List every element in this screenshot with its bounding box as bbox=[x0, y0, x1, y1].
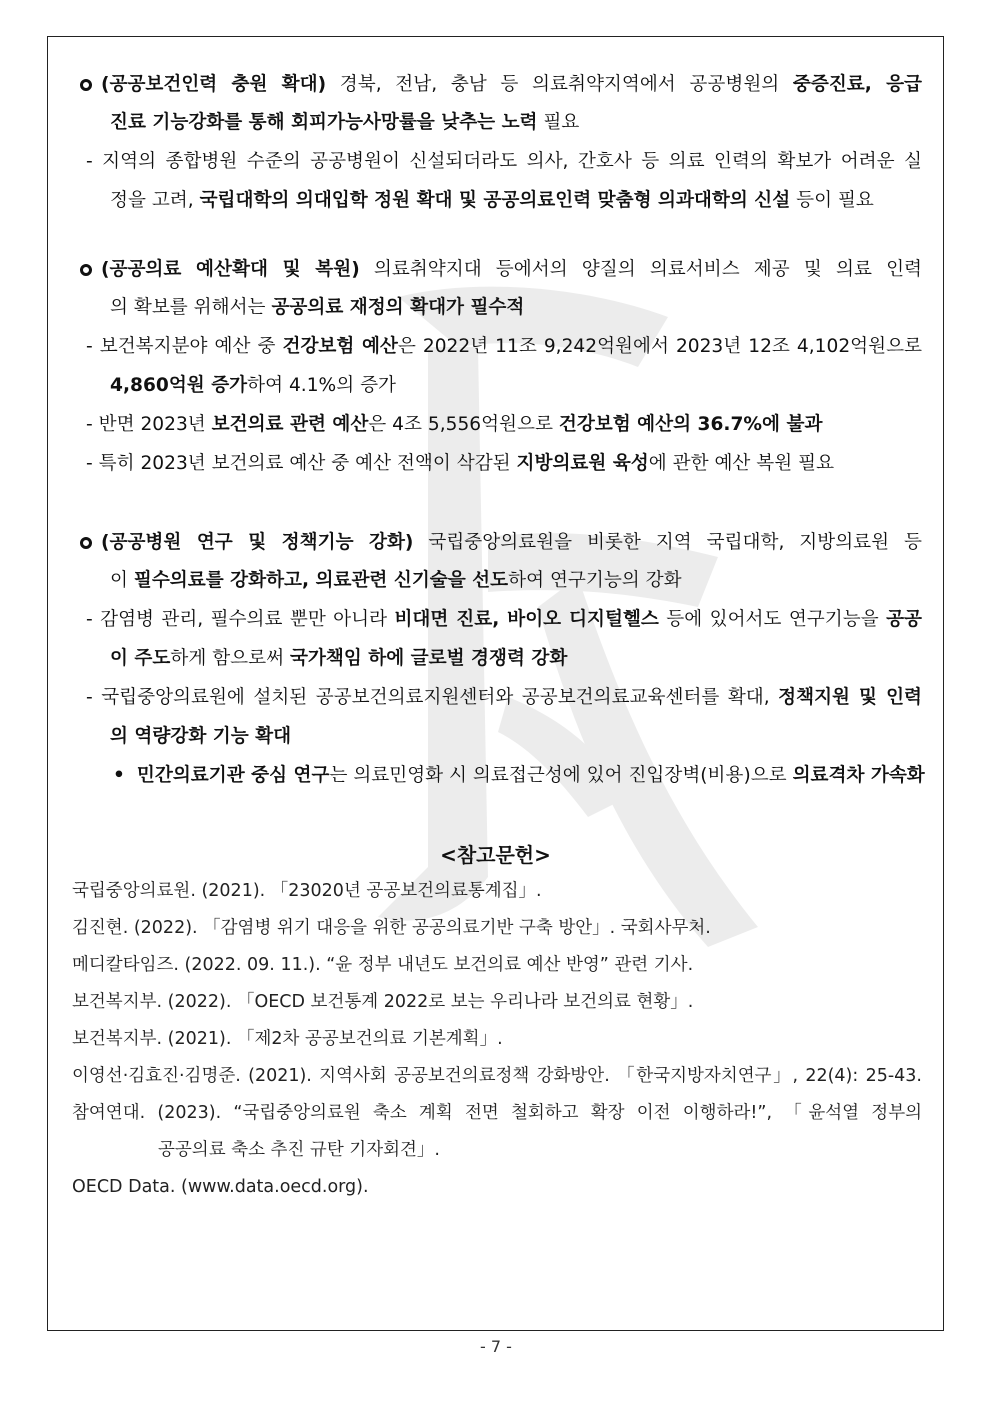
reference-item: 메디칼타임즈. (2022. 09. 11.). “윤 정부 내년도 보건의료 예산 반영” 관련 기사. bbox=[72, 955, 694, 975]
section3-sub2: - 국립중앙의료원에 설치된 공공보건의료지원센터와 공공보건의료교육센터를 확대, 정책지원 및 인력 bbox=[86, 687, 922, 708]
section3-sub1-cont: 이 주도하게 함으로써 국가책임 하에 글로벌 경쟁력 강화 bbox=[110, 648, 568, 669]
section3-title: (공공병원 연구 및 정책기능 강화) bbox=[101, 532, 414, 553]
reference-item: 이영선·김효진·김명준. (2021). 지역사회 공공보건의료정책 강화방안. 「한국지방자치연구」, 22(4): 25-43. bbox=[72, 1066, 922, 1086]
bullet-dot-icon: • bbox=[113, 765, 125, 786]
section3-sub2-cont: 의 역량강화 기능 확대 bbox=[110, 726, 292, 747]
page-frame bbox=[47, 36, 944, 1331]
section2-sub1-cont: 4,860억원 증가하여 4.1%의 증가 bbox=[110, 375, 397, 396]
section1-heading-cont: 진료 기능강화를 통해 회피가능사망률을 낮추는 노력 필요 bbox=[110, 112, 580, 133]
reference-item: 보건복지부. (2021). 「제2차 공공보건의료 기본계획」. bbox=[72, 1029, 503, 1049]
reference-item: 국립중앙의료원. (2021). 「23020년 공공보건의료통계집」. bbox=[72, 881, 542, 901]
reference-item: 참여연대. (2023). “국립중앙의료원 축소 계획 전면 철회하고 확장 이전 이행하라!”, 「윤석열 정부의 bbox=[72, 1103, 922, 1123]
section1-heading: (공공보건인력 충원 확대) 경북, 전남, 충남 등 의료취약지역에서 공공병원의 중증진료, 응급 bbox=[80, 72, 922, 98]
section2-title: (공공의료 예산확대 및 복원) bbox=[101, 259, 360, 280]
reference-item: OECD Data. (www.data.oecd.org). bbox=[72, 1177, 369, 1197]
section2-heading: (공공의료 예산확대 및 복원) 의료취약지대 등에서의 양질의 의료서비스 제공 및 의료 인력 bbox=[80, 257, 922, 283]
section2-heading-cont: 의 확보를 위해서는 공공의료 재정의 확대가 필수적 bbox=[110, 297, 525, 318]
references-heading: <참고문헌> bbox=[440, 843, 551, 867]
reference-item-cont: 공공의료 축소 추진 규탄 기자회견」. bbox=[158, 1140, 440, 1160]
page-number: - 7 - bbox=[480, 1337, 512, 1356]
section3-bullet: • 민간의료기관 중심 연구는 의료민영화 시 의료접근성에 있어 진입장벽(비용)으로 의료격차 가속화 bbox=[113, 765, 925, 786]
section3-sub1: - 감염병 관리, 필수의료 뿐만 아니라 비대면 진료, 바이오 디지털헬스 등에 있어서도 연구기능을 공공 bbox=[86, 609, 922, 630]
section1-title: (공공보건인력 충원 확대) bbox=[101, 74, 327, 95]
section1-sub1-cont: 정을 고려, 국립대학의 의대입학 정원 확대 및 공공의료인력 맞춤형 의과대학의 신설 등이 필요 bbox=[110, 190, 874, 211]
circle-bullet-icon bbox=[80, 79, 92, 91]
section2-sub3: - 특히 2023년 보건의료 예산 중 예산 전액이 삭감된 지방의료원 육성에 관한 예산 복원 필요 bbox=[86, 453, 835, 474]
circle-bullet-icon bbox=[80, 537, 92, 549]
section2-sub2: - 반면 2023년 보건의료 관련 예산은 4조 5,556억원으로 건강보험 예산의 36.7%에 불과 bbox=[86, 414, 823, 435]
reference-item: 보건복지부. (2022). 「OECD 보건통계 2022로 보는 우리나라 보건의료 현황」. bbox=[72, 992, 694, 1012]
section3-heading-cont: 이 필수의료를 강화하고, 의료관련 신기술을 선도하여 연구기능의 강화 bbox=[110, 570, 682, 591]
reference-item: 김진현. (2022). 「감염병 위기 대응을 위한 공공의료기반 구축 방안」. 국회사무처. bbox=[72, 918, 711, 938]
section3-heading: (공공병원 연구 및 정책기능 강화) 국립중앙의료원을 비롯한 지역 국립대학, 지방의료원 등 bbox=[80, 530, 922, 556]
section1-sub1: - 지역의 종합병원 수준의 공공병원이 신설되더라도 의사, 간호사 등 의료 인력의 확보가 어려운 실 bbox=[86, 151, 922, 172]
circle-bullet-icon bbox=[80, 264, 92, 276]
section2-sub1: - 보건복지분야 예산 중 건강보험 예산은 2022년 11조 9,242억원에서 2023년 12조 4,102억원으로 bbox=[86, 336, 922, 357]
